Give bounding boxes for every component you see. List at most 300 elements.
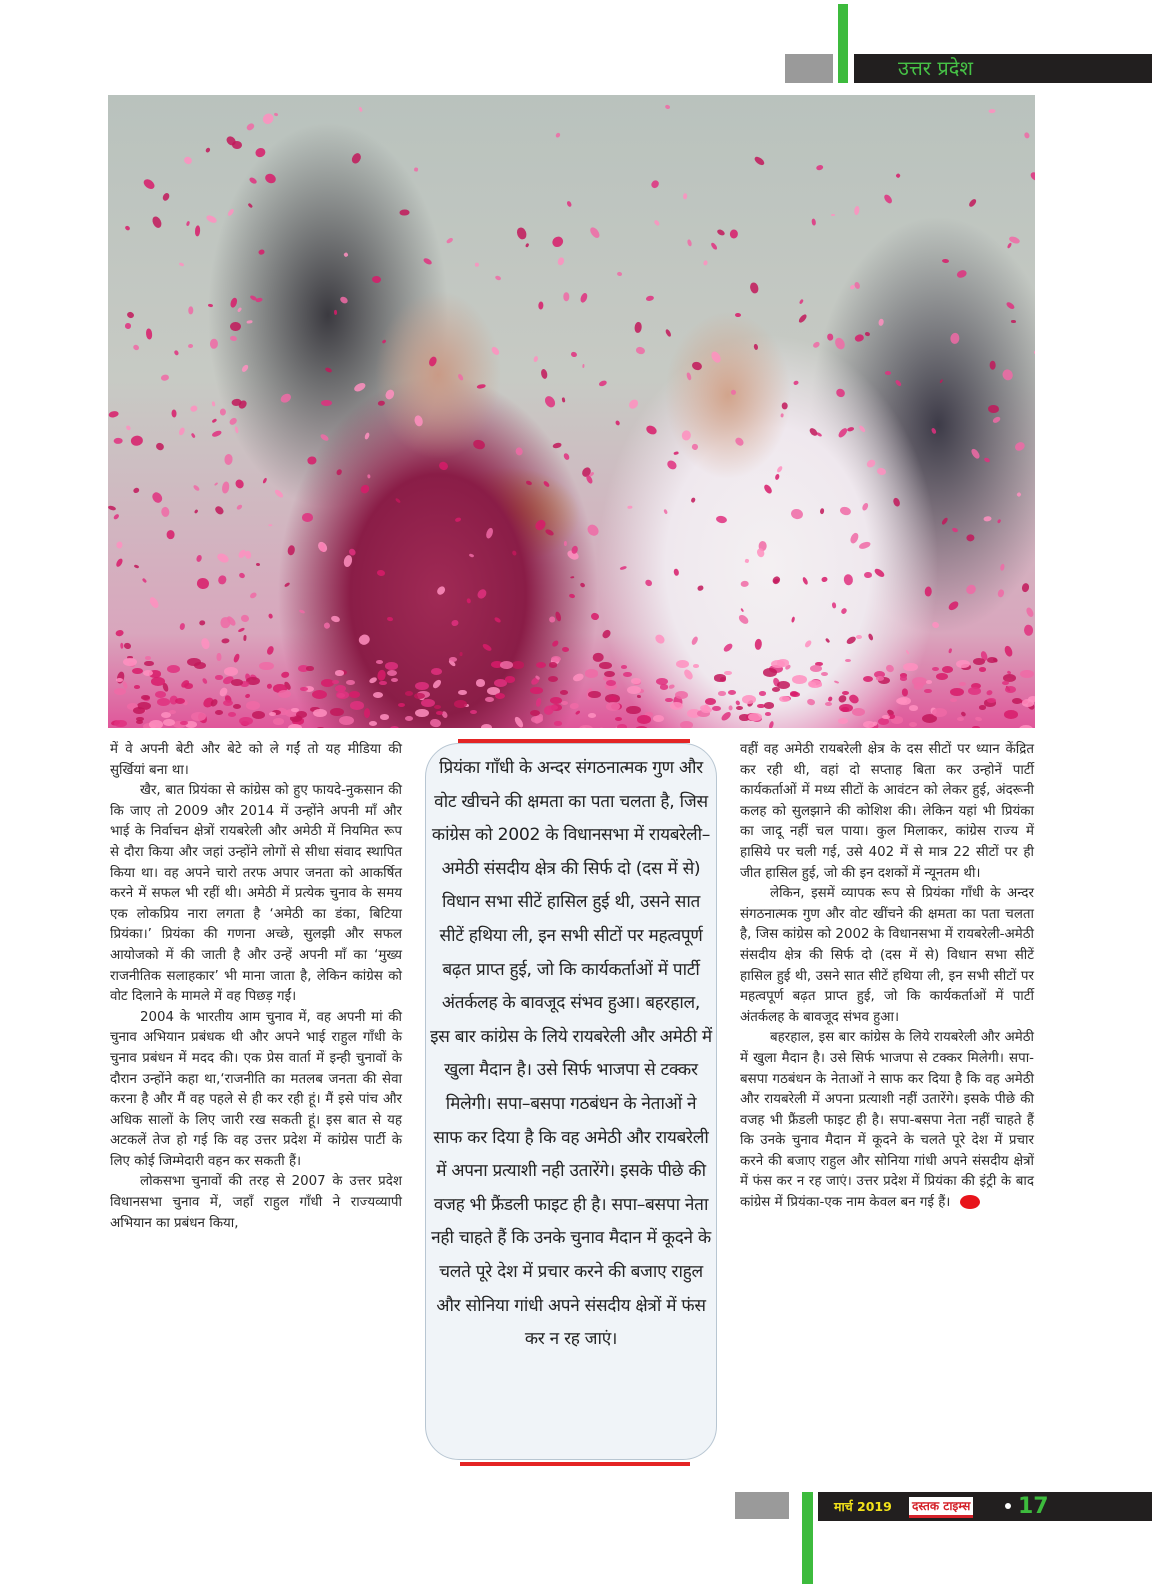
petal bbox=[894, 379, 901, 386]
petal bbox=[405, 716, 414, 721]
petal bbox=[867, 633, 874, 641]
petal bbox=[834, 680, 839, 684]
petal bbox=[254, 147, 267, 159]
petal bbox=[753, 344, 758, 351]
petal bbox=[682, 193, 687, 199]
petal bbox=[705, 698, 716, 705]
petal bbox=[390, 726, 399, 728]
petal bbox=[808, 427, 819, 438]
petal bbox=[864, 572, 872, 579]
petal bbox=[604, 671, 615, 678]
petal bbox=[535, 698, 542, 708]
petal bbox=[302, 513, 314, 522]
petal bbox=[710, 349, 723, 363]
petal bbox=[147, 596, 160, 610]
petal bbox=[967, 197, 977, 207]
petal bbox=[717, 229, 726, 237]
petal bbox=[414, 693, 425, 699]
petal bbox=[214, 505, 225, 516]
petal bbox=[381, 339, 386, 344]
petal bbox=[956, 268, 968, 278]
petal bbox=[183, 156, 193, 166]
petal bbox=[525, 480, 532, 486]
petal bbox=[125, 323, 132, 329]
petal bbox=[901, 688, 908, 696]
petal bbox=[724, 671, 732, 676]
petal bbox=[246, 319, 252, 323]
petal bbox=[855, 281, 862, 289]
petal bbox=[932, 708, 947, 717]
petal bbox=[627, 506, 633, 509]
petal bbox=[626, 706, 641, 715]
petal bbox=[653, 715, 664, 722]
petal bbox=[932, 667, 939, 671]
page-number: 17 bbox=[1018, 1494, 1049, 1519]
petal bbox=[997, 519, 1001, 524]
petal bbox=[437, 461, 449, 472]
petal bbox=[350, 701, 364, 709]
petal bbox=[693, 664, 700, 668]
petal bbox=[942, 258, 950, 263]
petal bbox=[188, 307, 193, 315]
petal bbox=[178, 262, 184, 267]
petal bbox=[729, 229, 738, 239]
petal bbox=[307, 456, 317, 465]
petal bbox=[653, 632, 666, 644]
petal bbox=[551, 639, 559, 647]
petal bbox=[1004, 645, 1014, 658]
petal bbox=[513, 715, 524, 728]
petal bbox=[141, 695, 150, 700]
petal bbox=[273, 718, 283, 724]
petal bbox=[481, 724, 493, 728]
petal bbox=[114, 720, 127, 728]
petal bbox=[431, 668, 442, 675]
petal bbox=[155, 442, 165, 452]
petal bbox=[215, 675, 223, 680]
petal bbox=[405, 691, 413, 696]
petal bbox=[353, 382, 367, 393]
petal bbox=[615, 717, 622, 721]
petal bbox=[690, 498, 695, 504]
petal bbox=[1025, 607, 1035, 618]
petal bbox=[749, 282, 759, 294]
petal bbox=[687, 239, 693, 247]
petal bbox=[664, 328, 672, 337]
petal bbox=[601, 629, 612, 640]
petal bbox=[909, 722, 917, 727]
petal bbox=[132, 668, 143, 675]
petal bbox=[191, 712, 206, 721]
petal bbox=[808, 680, 822, 689]
petal bbox=[230, 322, 240, 331]
petal bbox=[346, 680, 355, 685]
petal bbox=[224, 454, 233, 465]
petal bbox=[947, 599, 960, 611]
petal bbox=[204, 146, 211, 153]
petal bbox=[912, 677, 927, 686]
petal bbox=[942, 666, 953, 673]
petal bbox=[130, 435, 143, 447]
petal bbox=[278, 690, 291, 698]
petal bbox=[736, 706, 743, 710]
petal bbox=[234, 478, 246, 490]
petal bbox=[644, 424, 657, 436]
petal bbox=[210, 339, 218, 349]
petal bbox=[996, 588, 1004, 597]
petal bbox=[235, 503, 243, 510]
petal bbox=[233, 704, 241, 709]
petal bbox=[681, 429, 692, 441]
petal bbox=[516, 227, 528, 241]
petal bbox=[924, 689, 932, 694]
petal bbox=[358, 483, 371, 495]
petal bbox=[821, 672, 828, 676]
petal bbox=[279, 392, 293, 405]
petal bbox=[379, 681, 387, 686]
petal bbox=[1022, 699, 1034, 706]
petal bbox=[252, 711, 266, 719]
petal bbox=[856, 635, 862, 639]
petal bbox=[540, 369, 548, 380]
petal bbox=[306, 666, 313, 670]
petal bbox=[812, 341, 821, 349]
petal bbox=[332, 680, 339, 684]
petal bbox=[184, 683, 193, 689]
petal bbox=[466, 597, 471, 603]
petal bbox=[283, 582, 290, 588]
petal bbox=[196, 577, 209, 589]
petal bbox=[660, 684, 669, 689]
petal bbox=[150, 215, 162, 229]
petal bbox=[1000, 564, 1006, 571]
footer-green-rule bbox=[802, 1492, 813, 1584]
paragraph-text: बहरहाल, इस बार कांग्रेस के लिये रायबरेली और अमेठी में खुला मैदान है। उसे सिर्फ भाजपा से टक्कर मिलेगी। सपा-बसपा गठबंधन के नेताओं ने साफ कर दिया है कि वह अमेठी और रायबरेली में अपना प्रत्याशी नहीं उतारेंगे। इसके पीछे की वजह भी फ्रैंडली फाइट ही है। सपा-बसपा नेता नहीं चाहते हैं कि उनके चुनाव मैदान में कूदने के चलते पूरे देश में प्रचार करने की बजाए राहुल और सोनिया गांधी अपने संसदीय क्षेत्रों में फंस कर न रह जाएं। उत्तर प्रदेश में प्रियंका की इंट्री के बाद कांग्रेस में प्रियंका-एक नाम केवल बन गई हैं। bbox=[740, 1030, 1034, 1211]
petal bbox=[777, 659, 789, 666]
petal bbox=[690, 635, 699, 646]
petal bbox=[369, 721, 377, 726]
petal bbox=[590, 612, 600, 621]
petal bbox=[319, 433, 329, 442]
petal bbox=[798, 299, 803, 305]
petal bbox=[458, 690, 466, 695]
petal bbox=[436, 711, 443, 715]
petal bbox=[1005, 686, 1016, 693]
petal bbox=[968, 687, 981, 695]
petal bbox=[428, 356, 438, 368]
petal bbox=[323, 622, 330, 630]
petal bbox=[709, 242, 717, 251]
petal bbox=[171, 410, 176, 418]
petal bbox=[123, 658, 137, 666]
petal bbox=[895, 173, 901, 179]
petal bbox=[330, 615, 340, 623]
petal bbox=[149, 720, 164, 728]
article-column-right bbox=[740, 740, 1034, 1214]
petal bbox=[748, 713, 762, 721]
petal bbox=[114, 438, 123, 444]
petal bbox=[454, 700, 467, 708]
petal bbox=[876, 467, 887, 476]
petal bbox=[179, 622, 185, 630]
petal bbox=[237, 307, 243, 313]
petal bbox=[132, 344, 140, 352]
petal bbox=[777, 681, 791, 689]
petal bbox=[691, 360, 703, 371]
petal bbox=[779, 696, 790, 703]
petal bbox=[238, 572, 246, 579]
petal bbox=[142, 178, 156, 192]
petal bbox=[114, 558, 123, 568]
petal bbox=[364, 432, 370, 439]
petal bbox=[221, 637, 230, 643]
petal bbox=[864, 331, 870, 336]
petal bbox=[564, 541, 567, 546]
petal bbox=[224, 667, 238, 676]
petal bbox=[763, 668, 777, 676]
petal bbox=[115, 630, 124, 638]
petal bbox=[570, 351, 577, 358]
petal bbox=[762, 483, 773, 495]
petal bbox=[924, 586, 932, 597]
petal bbox=[536, 662, 546, 668]
petal bbox=[432, 679, 443, 690]
petal bbox=[987, 657, 997, 663]
petal bbox=[1014, 440, 1027, 452]
petal bbox=[400, 210, 410, 216]
petal bbox=[387, 670, 397, 676]
petal bbox=[589, 472, 595, 478]
petal bbox=[712, 706, 721, 711]
petal bbox=[151, 491, 164, 505]
bullet-separator-icon bbox=[1005, 1503, 1011, 1509]
petal bbox=[280, 671, 289, 678]
petal bbox=[316, 727, 325, 728]
petal bbox=[534, 356, 540, 363]
petal bbox=[819, 508, 824, 514]
petal bbox=[905, 650, 909, 655]
petal bbox=[321, 400, 331, 406]
petal bbox=[287, 545, 296, 557]
petal bbox=[421, 699, 434, 707]
petal bbox=[343, 252, 348, 258]
petal bbox=[636, 694, 641, 697]
petal bbox=[780, 414, 784, 419]
petal bbox=[979, 667, 987, 672]
petal bbox=[801, 577, 809, 586]
petal bbox=[243, 634, 247, 640]
petal bbox=[108, 410, 119, 418]
petal bbox=[1020, 670, 1033, 678]
petal bbox=[564, 292, 570, 301]
petal bbox=[367, 475, 370, 479]
petal bbox=[227, 416, 237, 426]
petal bbox=[161, 712, 171, 718]
petal bbox=[692, 443, 700, 451]
petal bbox=[644, 579, 654, 588]
header-green-rule bbox=[838, 4, 848, 83]
petal bbox=[194, 226, 200, 237]
petal bbox=[376, 569, 385, 576]
petal bbox=[211, 429, 222, 437]
petal bbox=[635, 346, 645, 355]
petal bbox=[720, 710, 732, 721]
petal bbox=[718, 691, 726, 696]
petal bbox=[244, 693, 250, 699]
petal bbox=[964, 583, 977, 596]
petal bbox=[116, 541, 123, 549]
petal bbox=[1004, 710, 1019, 719]
petal bbox=[185, 220, 190, 226]
pull-quote-bottom-rule bbox=[460, 1462, 690, 1466]
petal bbox=[372, 275, 382, 283]
petal bbox=[445, 237, 453, 244]
petal bbox=[192, 484, 200, 492]
petal bbox=[413, 415, 424, 428]
petal bbox=[588, 713, 597, 718]
petal bbox=[551, 656, 561, 662]
petal bbox=[212, 418, 218, 423]
petal bbox=[349, 691, 361, 698]
petal bbox=[316, 540, 329, 554]
petal bbox=[549, 662, 558, 667]
petal bbox=[606, 680, 616, 686]
petal bbox=[415, 682, 429, 690]
petal bbox=[1017, 492, 1022, 497]
petal bbox=[120, 643, 123, 649]
petal bbox=[246, 701, 260, 709]
petal bbox=[733, 436, 744, 447]
petal bbox=[596, 726, 605, 728]
petal bbox=[339, 295, 349, 304]
petal bbox=[557, 256, 566, 265]
petal bbox=[263, 172, 277, 185]
petal bbox=[230, 297, 238, 308]
petal bbox=[885, 371, 891, 375]
petal bbox=[373, 692, 383, 698]
petal bbox=[621, 665, 627, 669]
petal bbox=[124, 225, 130, 231]
petal bbox=[339, 716, 354, 725]
petal bbox=[166, 530, 174, 540]
petal bbox=[481, 642, 493, 652]
petal bbox=[475, 262, 479, 266]
petal bbox=[561, 398, 565, 403]
petal bbox=[268, 613, 274, 619]
petal bbox=[217, 574, 227, 585]
paragraph: लेकिन, इसमें व्यापक रूप से प्रियंका गाँधी के अन्दर संगठनात्मक गुण और वोट खींचने की क्षमता का पता चलता है, जिस कांग्रेस को 2002 के विधानसभा में रायबरेली-अमेठी संसदीय क्षेत्र की सिर्फ दो (दस में से) विधान सभा सीटें हासिल हुई थी, उसने सात सीटें हथिया ली, इन सभी सीटों पर महत्वपूर्ण बढ़त प्राप्त हुई, जो कि कार्यकर्ताओं में पार्टी अंतर्कलह के बावजूद संभव हुआ। bbox=[740, 886, 1034, 1025]
petal bbox=[126, 311, 135, 319]
petal bbox=[770, 575, 781, 586]
petal bbox=[383, 388, 395, 400]
petal bbox=[288, 724, 302, 728]
petal bbox=[342, 555, 353, 569]
petal bbox=[468, 554, 474, 559]
petal bbox=[598, 380, 607, 387]
petal bbox=[350, 151, 363, 164]
petal bbox=[846, 426, 854, 432]
petal bbox=[753, 155, 765, 166]
petal bbox=[229, 336, 237, 343]
petal bbox=[627, 397, 640, 410]
petal bbox=[737, 613, 750, 626]
petal bbox=[884, 663, 894, 673]
petal bbox=[582, 364, 585, 369]
petal bbox=[716, 516, 728, 525]
petal bbox=[554, 132, 561, 139]
petal bbox=[233, 653, 241, 663]
petal bbox=[575, 710, 581, 716]
petal bbox=[973, 658, 985, 665]
petal bbox=[931, 427, 937, 434]
petal bbox=[265, 645, 274, 655]
petal bbox=[950, 688, 964, 696]
petal bbox=[196, 554, 202, 562]
petal bbox=[215, 710, 223, 715]
petal bbox=[476, 679, 486, 687]
petal bbox=[205, 214, 217, 224]
petal bbox=[191, 432, 196, 437]
petal bbox=[525, 243, 530, 248]
petal bbox=[554, 611, 562, 622]
petal bbox=[666, 459, 679, 471]
end-of-article-mark-icon bbox=[960, 1195, 980, 1209]
petal bbox=[357, 633, 371, 646]
petal bbox=[735, 312, 741, 316]
petal bbox=[336, 691, 349, 699]
petal bbox=[394, 497, 400, 503]
petal bbox=[588, 691, 600, 698]
issue-date: मार्च 2019 bbox=[834, 1499, 892, 1514]
petal bbox=[774, 474, 780, 481]
petal bbox=[123, 642, 132, 650]
petal bbox=[363, 708, 369, 718]
petal bbox=[858, 541, 871, 551]
petal bbox=[391, 678, 398, 682]
petal bbox=[825, 702, 832, 706]
petal bbox=[970, 448, 981, 461]
petal bbox=[722, 643, 734, 654]
petal bbox=[1021, 583, 1030, 593]
petal bbox=[515, 446, 524, 456]
petal bbox=[926, 680, 933, 684]
petal bbox=[675, 691, 688, 699]
petal bbox=[873, 568, 886, 579]
petal bbox=[202, 677, 208, 684]
petal bbox=[956, 660, 970, 668]
petal bbox=[972, 726, 980, 728]
petal bbox=[585, 523, 600, 538]
petal bbox=[543, 395, 557, 410]
petal bbox=[728, 690, 736, 695]
petal bbox=[951, 527, 958, 533]
petal bbox=[827, 333, 834, 341]
petal bbox=[217, 653, 222, 661]
petal bbox=[335, 670, 344, 675]
petal bbox=[108, 505, 116, 511]
petal bbox=[853, 205, 860, 215]
petal bbox=[1011, 319, 1016, 322]
petal bbox=[931, 621, 940, 630]
petal bbox=[240, 364, 249, 373]
petal bbox=[485, 697, 494, 702]
petal bbox=[900, 676, 907, 680]
petal bbox=[936, 673, 948, 680]
article-column-left bbox=[110, 740, 402, 1234]
petal bbox=[1024, 624, 1034, 636]
petal bbox=[239, 717, 253, 725]
petal bbox=[299, 609, 305, 614]
